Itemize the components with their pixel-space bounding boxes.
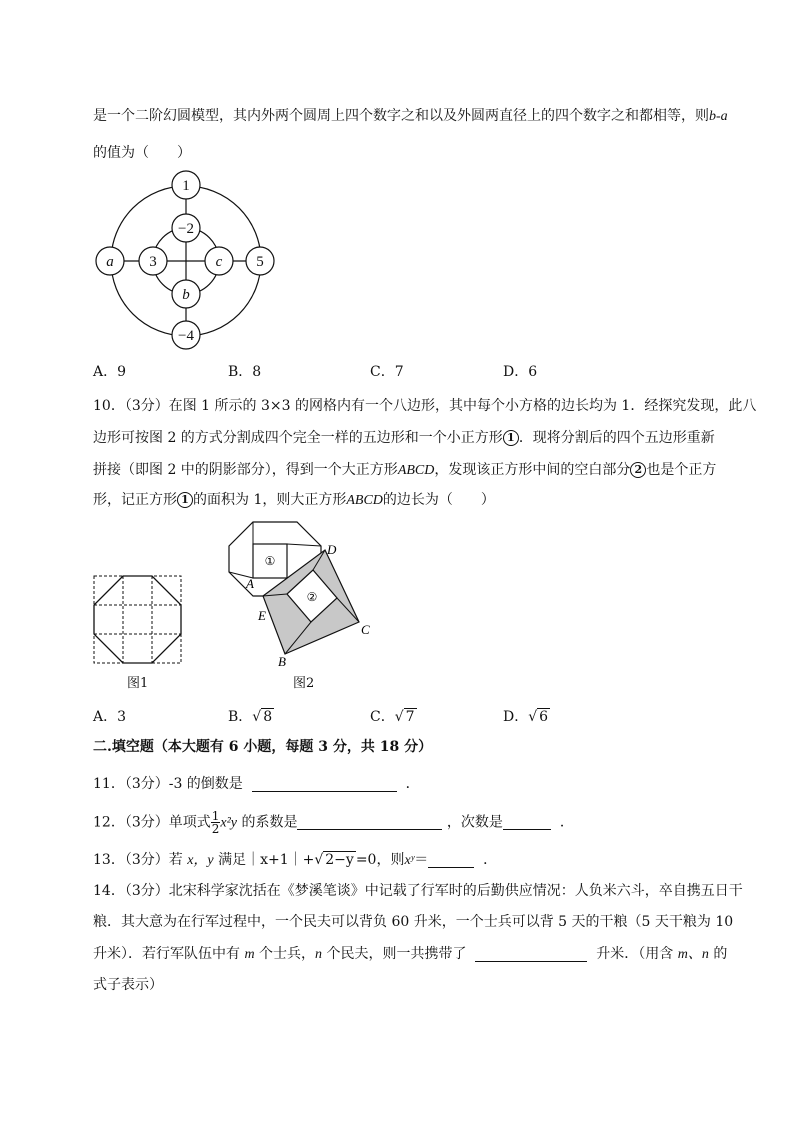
q9-option-d: D．6: [503, 364, 538, 380]
q10-option-c: C．√ 7: [370, 709, 415, 725]
q10-line1: 10．（3分）在图 1 所示的 3×3 的网格内有一个八边形，其中每个小方格的边长均为 1．经探究发现，此八: [93, 398, 757, 414]
fig-inner-left: 3: [149, 254, 157, 270]
q13: 13．（3分）若 x，y 满足｜x+1｜+√ 2−y =0，则xʸ＝ ．: [93, 852, 498, 868]
q12-fraction: $\frac{1}{2}$: [211, 809, 220, 836]
q10-option-a: A．3: [93, 709, 127, 725]
q9-var-expr: b-a: [709, 109, 728, 124]
q9-line2: 的值为（ ）: [93, 145, 191, 161]
svg-text:B: B: [278, 654, 286, 668]
square-1-marker-ref: 1: [177, 492, 193, 508]
q10-option-b: B．√ 8: [228, 709, 273, 725]
q12-degree-blank[interactable]: [503, 815, 551, 830]
fig-right: 5: [256, 254, 264, 270]
svg-text:C: C: [361, 622, 370, 637]
q10-option-d: D．√ 6: [503, 709, 549, 725]
q14-line1: 14．（3分）北宋科学家沈括在《梦溪笔谈》中记载了行军时的后勤供应情况：人负米六斗，卒自携五日干: [93, 883, 743, 899]
svg-text:A: A: [246, 576, 254, 591]
svg-text:①: ①: [264, 554, 276, 568]
q9-line1: 是一个二阶幻圆模型，其内外两个圆周上四个数字之和以及外圆两直径上的四个数字之和都相等，则b-a: [93, 108, 728, 124]
q11-answer-blank[interactable]: [252, 777, 397, 792]
q10-line4: 形，记正方形 1 的面积为 1，则大正方形ABCD的边长为（ ）: [93, 492, 495, 508]
q10-line2: 边形可按图 2 的方式分割成四个完全一样的五边形和一个小正方形 1 ．现将分割后的四个五边形重新: [93, 430, 715, 446]
fig-top: 1: [182, 178, 190, 194]
fig-left: a: [106, 254, 114, 270]
magic-circle-figure: [93, 168, 283, 352]
figure-2-dissection: [225, 518, 385, 668]
section-2-heading: 二.填空题（本大题有 6 小题，每题 3 分，共 18 分）: [93, 739, 433, 755]
q11: 11．（3分）-3 的倒数是 ．: [93, 776, 420, 792]
square-1-marker: 1: [503, 430, 519, 446]
q14-answer-blank[interactable]: [475, 947, 587, 962]
fig-inner-top: −2: [178, 221, 194, 237]
figure-1-label: 图1: [127, 676, 149, 691]
q9-option-b: B．8: [228, 364, 262, 380]
fig-bottom: −4: [178, 328, 194, 344]
svg-text:D: D: [327, 542, 337, 557]
q9-option-c: C．7: [370, 364, 404, 380]
q12: 12．（3分）单项式 $\frac{1}{2}$ x²y 的系数是 ，次数是 ．: [93, 809, 574, 836]
q9-option-a: A．9: [93, 364, 127, 380]
svg-text:E: E: [258, 608, 266, 623]
q14-line2: 粮．其大意为在行军过程中，一个民夫可以背负 60 升米，一个士兵可以背 5 天的干粮（5 天干粮为 10: [93, 914, 734, 930]
q12-coefficient-blank[interactable]: [297, 815, 442, 830]
square-2-marker: 2: [630, 462, 646, 478]
svg-text:②: ②: [306, 590, 318, 604]
q14-line4: 式子表示）: [93, 977, 163, 993]
fig-inner-bottom: b: [182, 287, 190, 303]
fig-inner-right: c: [215, 254, 223, 270]
figure-2-label: 图2: [293, 676, 315, 691]
q10-line3: 拼接（即图 2 中的阴影部分），得到一个大正方形ABCD，发现该正方形中间的空白部分 2 也是个正方: [93, 462, 717, 478]
q14-line3: 升米）．若行军队伍中有 m 个士兵，n 个民夫，则一共携带了 升米．（用含 m、n 的: [93, 946, 728, 962]
figure-1-octagon-grid: [93, 575, 183, 665]
q13-answer-blank[interactable]: [428, 853, 474, 868]
